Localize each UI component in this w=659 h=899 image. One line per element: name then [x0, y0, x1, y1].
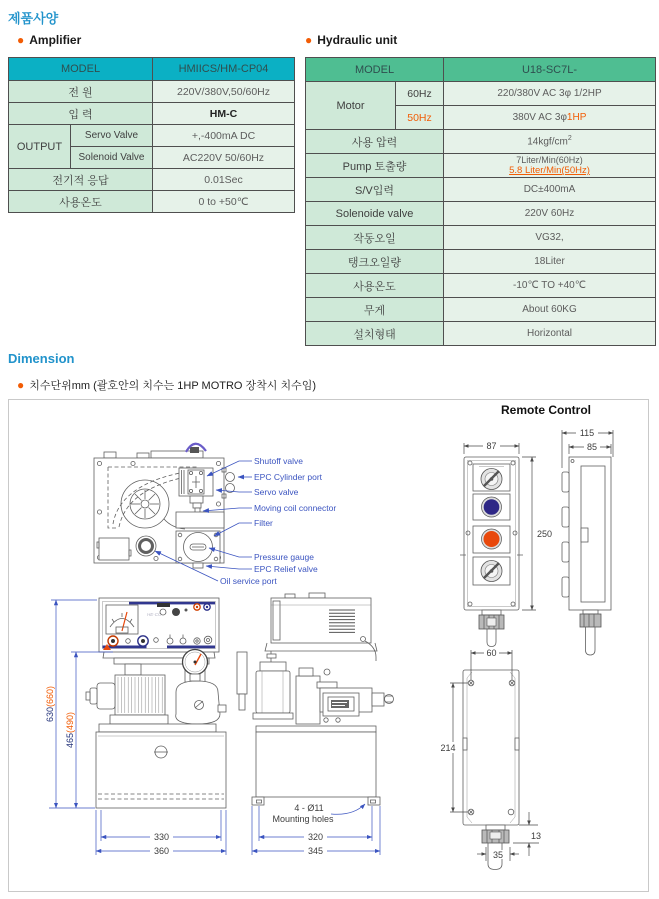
- hyd-motor50-value-text: 380V AC 3φ: [512, 112, 567, 123]
- dim-unit-side-width: 345: [307, 846, 324, 856]
- hyd-pressure-value: [444, 130, 656, 154]
- dim-unit-height2: 465(490): [65, 711, 75, 749]
- hyd-mount-value: Horizontal: [444, 322, 656, 346]
- hyd-temp-label: 사용온도: [306, 274, 444, 298]
- amp-temp-value: 0 to +50℃: [153, 191, 295, 213]
- hyd-sv-label: S/V입력: [306, 178, 444, 202]
- amp-servo-value: +,-400mA DC: [153, 125, 295, 147]
- unit-side-view: [237, 593, 394, 805]
- amp-response-label: 전기적 응답: [9, 169, 153, 191]
- orange-bullet-icon: ●: [305, 33, 313, 47]
- table-row: [306, 178, 656, 202]
- table-row: [9, 191, 295, 213]
- amp-response-value: 0.01Sec: [153, 169, 295, 191]
- remote-orange-button[interactable]: [484, 531, 500, 547]
- dimension-drawing: [9, 400, 648, 891]
- hyd-motor-group-label: Motor: [306, 82, 396, 130]
- table-row: [306, 250, 656, 274]
- table-row: [306, 58, 656, 82]
- amp-model-header: MODEL: [9, 58, 153, 81]
- table-row: [306, 322, 656, 346]
- table-row: [306, 130, 656, 154]
- hyd-oil-label: 작동오일: [306, 226, 444, 250]
- table-row: [306, 154, 656, 178]
- table-row: [9, 58, 295, 81]
- hyd-pump-value: [444, 154, 656, 178]
- amplifier-spec-table: [8, 57, 295, 213]
- panel-model-text: HE-CO: [147, 612, 162, 617]
- amp-temp-label: 사용온도: [9, 191, 153, 213]
- table-row: [306, 82, 656, 106]
- hyd-weight-value: About 60KG: [444, 298, 656, 322]
- table-row: [306, 274, 656, 298]
- amp-servo-label: Servo Valve: [71, 125, 153, 147]
- hyd-weight-label: 무게: [306, 298, 444, 322]
- amplifier-section-label: [17, 33, 81, 47]
- hyd-oil-value: VG32,: [444, 226, 656, 250]
- amp-solenoid-label: Solenoid Valve: [71, 147, 153, 169]
- hyd-motor50-label-text: 50Hz: [407, 111, 432, 124]
- amp-model-value: HMIICS/HM-CP04: [153, 58, 295, 81]
- callout-shutoff-valve: Shutoff valve: [254, 456, 303, 466]
- hyd-model-value: U18-SC7L-: [444, 58, 656, 82]
- table-row: [9, 81, 295, 103]
- amp-input-label: 입 력: [9, 103, 153, 125]
- hyd-solenoide-value: 220V 60Hz: [444, 202, 656, 226]
- hydraulic-section-text: Hydraulic unit: [317, 33, 398, 47]
- remote-side-view: [562, 457, 611, 655]
- table-row: [9, 103, 295, 125]
- hyd-pump-label: Pump 토출량: [306, 154, 444, 178]
- dim-unit-front-width: 360: [153, 846, 170, 856]
- dim-remote-back-height: 214: [440, 743, 456, 753]
- remote-control-title: Remote Control: [501, 403, 591, 417]
- callout-moving-coil-connector: Moving coil connector: [254, 503, 337, 513]
- dimension-drawing-panel: [8, 399, 649, 892]
- table-row: [306, 298, 656, 322]
- remote-front-view: [460, 457, 523, 647]
- amp-output-group-label: OUTPUT: [9, 125, 71, 169]
- callout-oil-service-port: Oil service port: [220, 576, 277, 586]
- table-row: [9, 125, 295, 147]
- hyd-pressure-label: 사용 압력: [306, 130, 444, 154]
- callout-servo-valve: Servo valve: [254, 487, 299, 497]
- dimension-note-text: 치수단위mm (괄호안의 치수는 1HP MOTRO 장착시 치수임): [29, 380, 317, 392]
- table-row: [306, 226, 656, 250]
- hyd-tankoil-label: 탱크오일량: [306, 250, 444, 274]
- hyd-motor60-label: 60Hz: [396, 82, 444, 106]
- dim-remote-back-gland: 13: [531, 831, 542, 841]
- amp-power-label: 전 원: [9, 81, 153, 103]
- remote-back-view: [463, 670, 519, 870]
- dim-remote-back-cable: 35: [492, 850, 504, 860]
- callout-epc-relief-valve: EPC Relief valve: [254, 564, 318, 574]
- unit-front-view: [86, 598, 226, 808]
- hydraulic-spec-table: [305, 57, 656, 346]
- mounting-note-line2: Mounting holes: [272, 814, 334, 824]
- mounting-note-line1: 4 - Ø11: [294, 803, 324, 813]
- dim-unit-front-width-inner: 330: [153, 832, 170, 842]
- amp-solenoid-value: AC220V 50/60Hz: [153, 147, 295, 169]
- hyd-motor50-value: [444, 106, 656, 130]
- orange-bullet-icon: ●: [17, 33, 25, 47]
- hyd-solenoide-label: Solenoide valve: [306, 202, 444, 226]
- hyd-pump-line1: 7Liter/Min(60Hz): [516, 155, 583, 165]
- callout-epc-cylinder-port: EPC Cylinder port: [254, 472, 323, 482]
- hyd-pressure-value-text: 14kgf/cm: [527, 136, 568, 148]
- hyd-sv-value: DC±400mA: [444, 178, 656, 202]
- dimension-heading: Dimension: [8, 351, 75, 366]
- hyd-pressure-sup: 2: [567, 135, 572, 143]
- remote-blue-button[interactable]: [484, 499, 500, 515]
- dimension-note: [17, 377, 316, 393]
- page-title: 제품사양: [8, 11, 59, 26]
- hydraulic-section-label: [305, 33, 397, 47]
- hyd-mount-label: 설치형태: [306, 322, 444, 346]
- hyd-model-header: MODEL: [306, 58, 444, 82]
- dim-remote-back-hole-span: 60: [486, 648, 497, 658]
- hyd-pump-line2: 5.8 Liter/Min(50Hz): [509, 165, 590, 176]
- callout-pressure-gauge: Pressure gauge: [254, 552, 315, 562]
- unit-side-dimensions: [252, 803, 380, 856]
- amp-input-value: [153, 103, 295, 125]
- hyd-temp-value: -10℃ TO +40℃: [444, 274, 656, 298]
- hyd-motor60-value: 220/380V AC 3φ 1/2HP: [444, 82, 656, 106]
- dim-remote-side-inner-width: 85: [586, 442, 598, 452]
- dim-unit-height: 630(660): [45, 685, 55, 723]
- amp-power-value: 220V/380V,50/60Hz: [153, 81, 295, 103]
- hyd-motor50-value-orange: 1HP: [566, 112, 587, 123]
- table-row: [9, 169, 295, 191]
- table-row: [306, 202, 656, 226]
- hyd-motor50-label: [396, 106, 444, 130]
- amp-input-value-text: HM-C: [209, 107, 238, 120]
- orange-bullet-icon: ●: [17, 378, 25, 392]
- amplifier-section-text: Amplifier: [29, 33, 82, 47]
- dim-unit-side-width-inner: 320: [307, 832, 324, 842]
- hyd-tankoil-value: 18Liter: [444, 250, 656, 274]
- dim-remote-front-width: 87: [486, 441, 497, 451]
- dim-remote-front-height: 250: [537, 529, 553, 539]
- callout-filter: Filter: [254, 518, 273, 528]
- dim-remote-side-width: 115: [579, 428, 595, 438]
